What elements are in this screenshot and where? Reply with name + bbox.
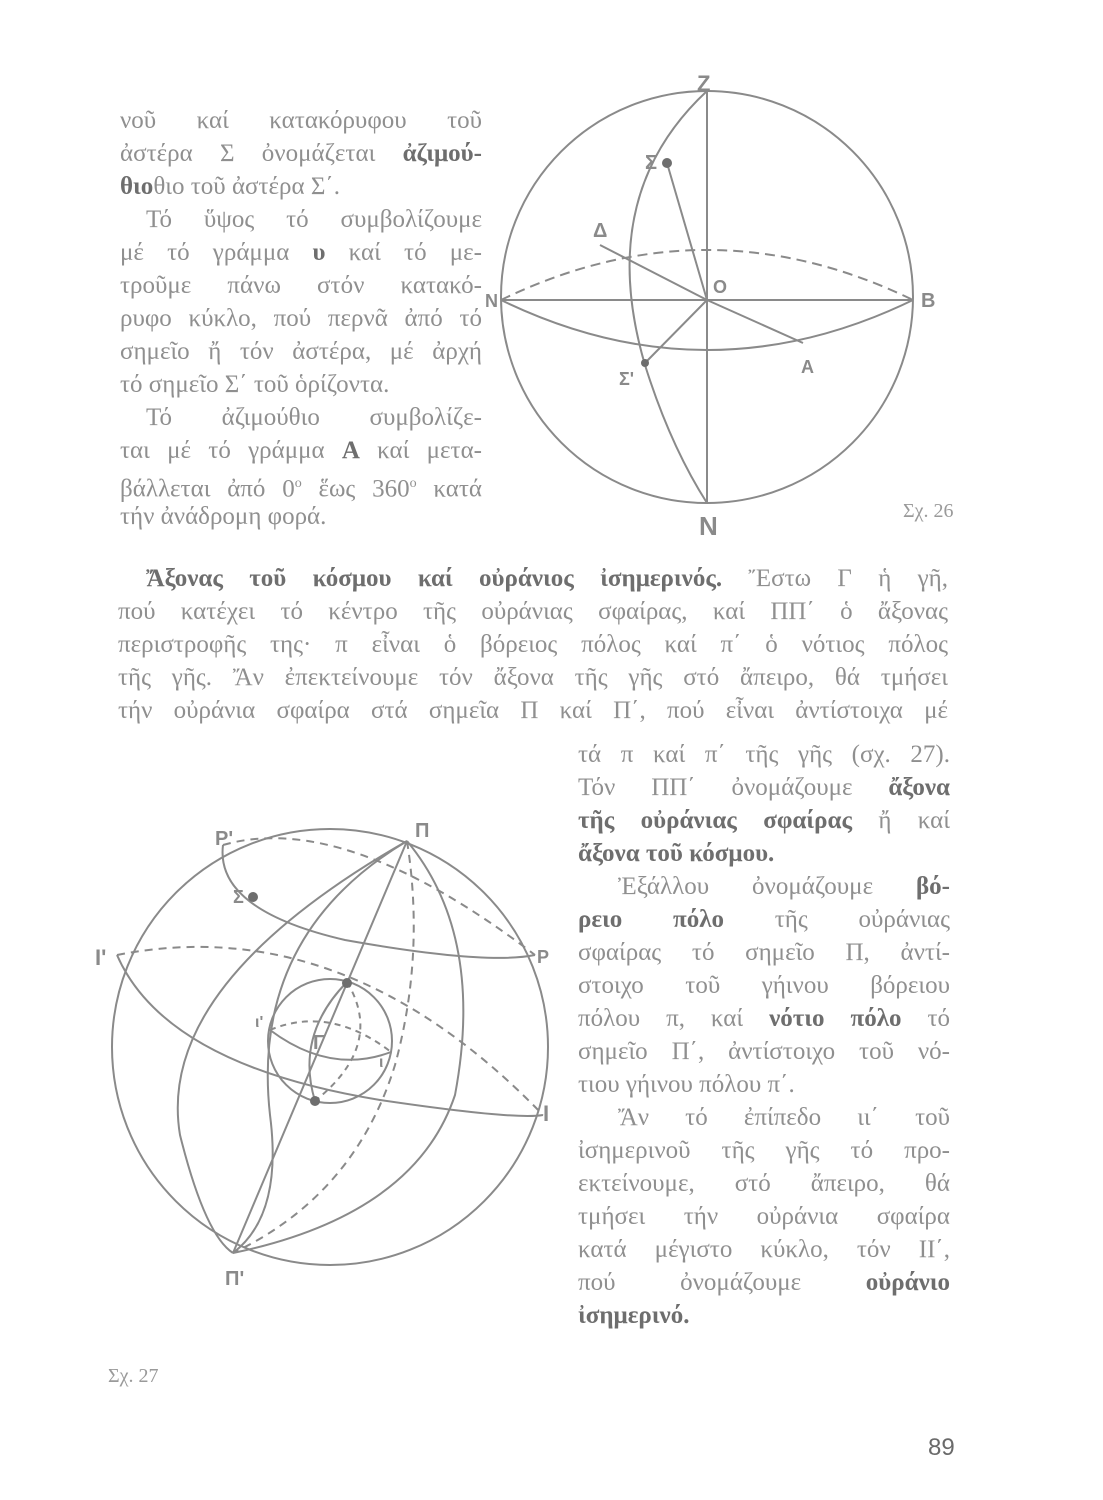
- label-Sigma-prime: Σ': [619, 369, 635, 389]
- col1-line-12: βάλλεται ἀπό $0^o$ ἕως $360^o$ κατά: [120, 475, 483, 503]
- col2-line-17: πού ὀνομάζουμε οὐράνιο: [578, 1269, 950, 1296]
- full-line-2: περιστροφῆς της· π εἶναι ὁ βόρειος πόλος καί π΄ ὁ νότιος πόλος: [118, 631, 948, 658]
- label-iota-prime: ι': [255, 1014, 264, 1031]
- col1-line-1: νοῦ καί κατακόρυφου τοῦ: [120, 107, 482, 134]
- col2-line-1: τά π καί π΄ τῆς γῆς (σχ. 27).: [578, 741, 950, 768]
- col1-line-13: τήν ἀνάδρομη φορά.: [120, 503, 327, 530]
- col1-line-8: σημεῖο ἤ τόν ἀστέρα, μέ ἀρχή: [120, 338, 482, 365]
- label-N-left: N: [485, 291, 498, 311]
- col1-text: [120, 104, 482, 533]
- label-O: O: [713, 277, 728, 297]
- bold-term-celestial: οὐράνιο: [865, 1269, 950, 1296]
- page-number: 89: [928, 1434, 955, 1461]
- label-A: A: [801, 357, 814, 377]
- col2-text: [578, 738, 950, 1332]
- figure-26: [485, 75, 965, 535]
- label-I-prime: Ι': [95, 945, 107, 970]
- label-Rho: P: [537, 947, 550, 967]
- col2-line-3: τῆς οὐράνιας σφαίρας ἤ καί: [578, 807, 950, 834]
- bold-symbol-u: υ: [312, 239, 326, 266]
- col1-line-7: ρυφο κύκλο, πού περνᾶ ἀπό τό: [120, 305, 482, 332]
- bold-term-world-axis: ἄξονα τοῦ κόσμου.: [578, 840, 775, 867]
- figure-27: [95, 815, 565, 1295]
- point-sigma-prime-dot: [641, 359, 649, 367]
- col1-line-10: Τό ἀζιμούθιο συμβολίζε-: [146, 404, 482, 431]
- section-heading: Ἄξονας τοῦ κόσμου καί οὐράνιος ἰσημερινός.: [146, 565, 723, 592]
- col2-line-11: τιου γήινου πόλου π΄.: [578, 1071, 795, 1098]
- bold-term-north-a: βό-: [916, 873, 950, 900]
- col2-line-8: στοιχο τοῦ γήινου βόρειου: [578, 972, 950, 999]
- col2-line-6: ρειο πόλο τῆς οὐράνιας: [578, 906, 950, 933]
- full-line-1: πού κατέχει τό κέντρο τῆς οὐράνιας σφαίρας, καί ΠΠ΄ ὁ ἄξονας: [118, 598, 948, 625]
- label-N-bottom: N: [699, 511, 718, 535]
- col1-line-2: ἀστέρα Σ ὀνομάζεται ἀζιμού-: [120, 140, 482, 167]
- earth-equator-back: [270, 1021, 391, 1052]
- col1-line-4: Τό ὕψος τό συμβολίζουμε: [146, 206, 482, 233]
- col1-line-3: θιοθιο τοῦ ἀστέρα Σ΄.: [120, 173, 341, 200]
- col2-line-13: ἰσημερινοῦ τῆς γῆς τό προ-: [578, 1137, 950, 1164]
- col2-line-14: εκτείνουμε, στό ἄπειρο, θά: [578, 1170, 950, 1197]
- meridian-4: [178, 841, 407, 1253]
- col2-line-9: πόλου π, καί νότιο πόλο τό: [578, 1005, 950, 1032]
- col2-line-5: Ἐξάλλου ὀνομάζουμε βό-: [618, 873, 950, 900]
- col1-line-5: μέ τό γράμμα υ καί τό με-: [120, 239, 482, 266]
- bold-term-equator: ἰσημερινό.: [578, 1302, 690, 1329]
- col2-line-12: Ἄν τό ἐπίπεδο ιι΄ τοῦ: [618, 1104, 950, 1131]
- heading-line: Ἄξονας τοῦ κόσμου καί οὐράνιος ἰσημερινός. Ἔστω Γ ἡ γῆ,: [146, 565, 949, 592]
- col1-line-6: τροῦμε πάνω στόν κατακό-: [120, 272, 482, 299]
- label-Delta: Δ: [593, 220, 608, 242]
- earth-equator: [270, 1030, 391, 1060]
- label-I-right: Ι: [543, 1101, 550, 1126]
- label-Pi-top: Π: [415, 820, 430, 842]
- bold-term-azimuth: ἀζιμού-: [402, 140, 482, 167]
- col2-line-4: [578, 837, 950, 870]
- line-O-Sigma: [667, 163, 707, 300]
- col1-line-9: τό σημεῖο Σ΄ τοῦ ὁρίζοντα.: [120, 371, 390, 398]
- col2-line-18: [578, 1299, 950, 1332]
- col2-line-16: κατά μέγιστο κύκλο, τόν ΙΙ΄,: [578, 1236, 950, 1263]
- earth-south-pole-dot: [310, 1096, 320, 1106]
- label-iota: ι: [379, 1054, 384, 1071]
- bold-term-azimuth-end: θιο: [120, 173, 154, 200]
- bold-term-north-pole: ρειο πόλο: [578, 906, 725, 933]
- bold-term-axis: ἄξονα: [888, 774, 950, 801]
- earth-north-pole-dot: [342, 978, 352, 988]
- label-Gamma: Γ: [313, 1032, 326, 1054]
- full-line-4: τήν οὐράνια σφαίρα στά σημεῖα Π καί Π΄, πού εἶναι ἀντίστοιχα μέ: [118, 697, 948, 724]
- line-O-Sigma-prime: [645, 300, 707, 363]
- full-width-text: [118, 562, 948, 727]
- label-Pi-bottom: Π': [225, 1268, 245, 1290]
- col2-line-10: σημεῖο Π΄, ἀντίστοιχο τοῦ νό-: [578, 1038, 950, 1065]
- celestial-sphere-27: [112, 829, 548, 1265]
- star-sigma-27-dot: [248, 892, 258, 902]
- bold-symbol-A: Α: [341, 437, 360, 464]
- col2-line-7: σφαίρας τό σημεῖο Π, ἀντί-: [578, 939, 950, 966]
- label-Z: Z: [697, 75, 711, 96]
- col2-line-15: τμήσει τήν οὐράνια σφαίρα: [578, 1203, 950, 1230]
- line-O-A: [707, 300, 803, 343]
- bold-term-south-pole: νότιο πόλο: [769, 1005, 902, 1032]
- col1-line-11: ται μέ τό γράμμα Α καί μετα-: [120, 437, 482, 464]
- vertical-circle: [630, 91, 707, 503]
- full-line-3: τῆς γῆς. Ἄν ἐπεκτείνουμε τόν ἄξονα τῆς γῆς στό ἄπειρο, θά τμήσει: [118, 664, 948, 691]
- star-sigma-dot: [662, 158, 672, 168]
- label-Sigma-27: Σ: [233, 887, 244, 907]
- bold-term-sphere: τῆς οὐράνιας σφαίρας: [578, 807, 852, 834]
- figure-27-caption: Σχ. 27: [108, 1365, 159, 1387]
- label-B: B: [921, 290, 936, 312]
- col2-line-2: Τόν ΠΠ΄ ὀνομάζουμε ἄξονα: [578, 774, 950, 801]
- label-P-prime: P': [215, 828, 234, 850]
- label-Sigma: Σ: [645, 152, 658, 174]
- figure-26-caption: Σχ. 26: [903, 500, 954, 522]
